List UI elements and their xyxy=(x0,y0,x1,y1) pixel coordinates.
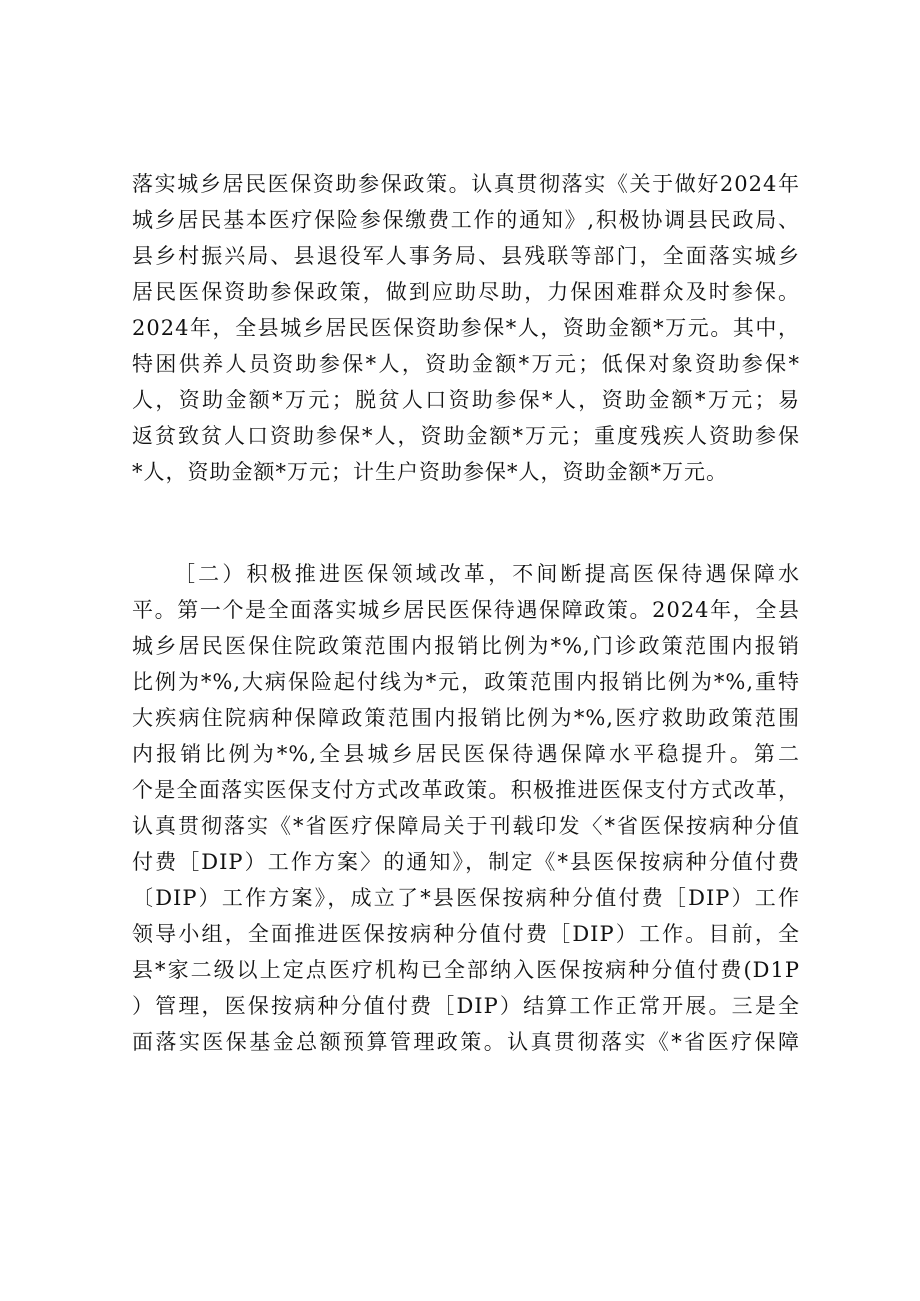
text-line: 个是全面落实医保支付方式改革政策。积极推进医保支付方式改革， xyxy=(132,778,800,802)
section-heading-line: ［二）积极推进医保领域改革，不间断提高医保待遇保障水 xyxy=(174,562,800,586)
paragraph-medical-insurance-reform xyxy=(132,556,800,1060)
text-line: 落实城乡居民医保资助参保政策。认真贯彻落实《关于做好2024年 xyxy=(132,172,800,196)
text-line: 面落实医保基金总额预算管理政策。认真贯彻落实《*省医疗保障 xyxy=(132,1030,800,1054)
text-line: 城乡居民医保住院政策范围内报销比例为*%,门诊政策范围内报销 xyxy=(132,634,800,658)
text-line: 县乡村振兴局、县退役军人事务局、县残联等部门，全面落实城乡 xyxy=(132,244,800,268)
text-line: 平。第一个是全面落实城乡居民医保待遇保障政策。2024年，全县 xyxy=(132,598,800,622)
text-line: 比例为*%,大病保险起付线为*元，政策范围内报销比例为*%,重特 xyxy=(132,670,800,694)
paragraph-subsidized-enrollment xyxy=(132,166,800,490)
text-line: ）管理，医保按病种分值付费［DIP）结算工作正常开展。三是全 xyxy=(132,994,800,1018)
text-line: 特困供养人员资助参保*人，资助金额*万元；低保对象资助参保* xyxy=(132,352,800,376)
text-line: 人，资助金额*万元；脱贫人口资助参保*人，资助金额*万元；易 xyxy=(132,388,800,412)
text-line: 城乡居民基本医疗保险参保缴费工作的通知》,积极协调县民政局、 xyxy=(132,208,800,232)
text-line: 〔DIP）工作方案》，成立了*县医保按病种分值付费［DIP）工作 xyxy=(132,886,800,910)
text-line: 认真贯彻落实《*省医疗保障局关于刊载印发〈*省医保按病种分值 xyxy=(132,814,800,838)
text-line: 返贫致贫人口资助参保*人，资助金额*万元；重度残疾人资助参保 xyxy=(132,424,800,448)
text-line: 领导小组，全面推进医保按病种分值付费［DIP）工作。目前，全 xyxy=(132,922,800,946)
text-line: 内报销比例为*%,全县城乡居民医保待遇保障水平稳提升。第二 xyxy=(132,742,800,766)
text-line: 大疾病住院病种保障政策范围内报销比例为*%,医疗救助政策范围 xyxy=(132,706,800,730)
text-line: *人，资助金额*万元；计生户资助参保*人，资助金额*万元。 xyxy=(132,460,728,484)
text-line: 2024年，全县城乡居民医保资助参保*人，资助金额*万元。其中， xyxy=(132,316,800,340)
text-line: 付费［DIP）工作方案〉的通知》，制定《*县医保按病种分值付费 xyxy=(132,850,800,874)
text-line: 居民医保资助参保政策，做到应助尽助，力保困难群众及时参保。 xyxy=(132,280,800,304)
text-line: 县*家二级以上定点医疗机构已全部纳入医保按病种分值付费(D1P xyxy=(132,958,800,982)
